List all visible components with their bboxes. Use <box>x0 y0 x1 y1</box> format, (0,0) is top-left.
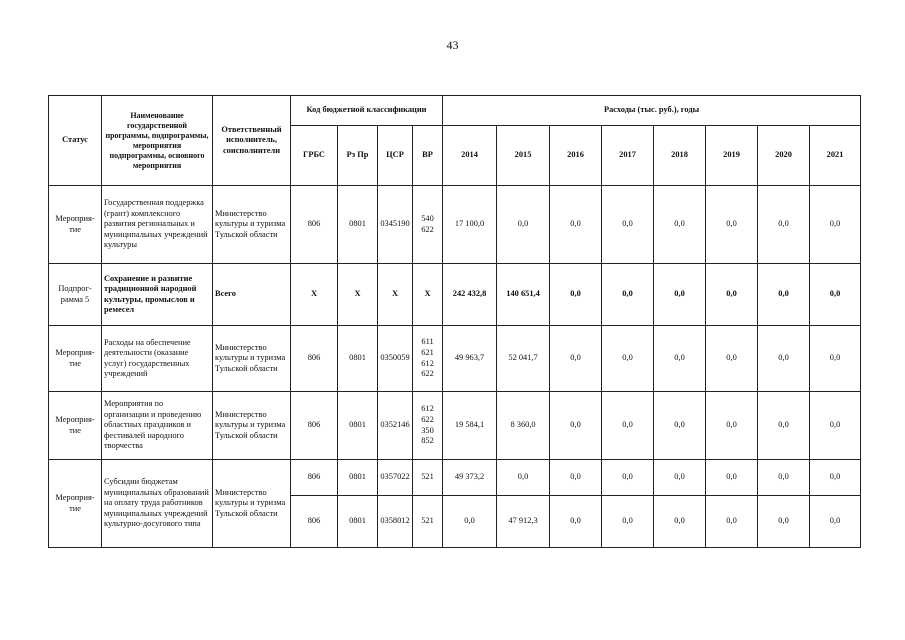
row-csr: 0352146 <box>378 392 413 460</box>
row-value: 0,0 <box>602 264 654 326</box>
row-rzpr: 0801 <box>338 496 378 548</box>
row-value: 17 100,0 <box>443 186 497 264</box>
row-csr: 0350059 <box>378 326 413 392</box>
row-name: Субсидии бюджетам муниципальных образований на оплату труда работников муниципальных учреждений культурно-досугового типа <box>102 460 213 548</box>
header-status: Статус <box>49 96 102 186</box>
row-name: Расходы на обеспечение деятельности (оказание услуг) государственных учреждений <box>102 326 213 392</box>
row-rzpr: 0801 <box>338 460 378 496</box>
row-status: Мероприя-тие <box>49 392 102 460</box>
row-value: 0,0 <box>758 326 810 392</box>
header-rzpr: Рз Пр <box>338 126 378 186</box>
header-year: 2019 <box>706 126 758 186</box>
header-year: 2015 <box>497 126 550 186</box>
row-vr: Х <box>413 264 443 326</box>
header-budget-code: Код бюджетной классификации <box>291 96 443 126</box>
row-value: 0,0 <box>654 392 706 460</box>
row-rzpr: Х <box>338 264 378 326</box>
row-value: 0,0 <box>550 326 602 392</box>
row-name: Сохранение и развитие традиционной народной культуры, промыслов и ремесел <box>102 264 213 326</box>
header-vr: ВР <box>413 126 443 186</box>
table-row <box>49 186 861 264</box>
page-number: 43 <box>446 38 459 52</box>
row-value: 0,0 <box>758 392 810 460</box>
header-year: 2021 <box>810 126 861 186</box>
row-value: 0,0 <box>497 186 550 264</box>
row-grbs: 806 <box>291 326 338 392</box>
row-responsible: Министерство культуры и туризма Тульской области <box>213 460 291 548</box>
row-value: 49 963,7 <box>443 326 497 392</box>
row-value: 0,0 <box>706 496 758 548</box>
table-row <box>49 264 861 326</box>
row-value: 0,0 <box>810 496 861 548</box>
table-row <box>49 460 861 496</box>
row-value: 19 584,1 <box>443 392 497 460</box>
row-name: Мероприятия по организации и проведению областных праздников и фестивалей народного творчества <box>102 392 213 460</box>
row-status: Мероприя-тие <box>49 186 102 264</box>
header-year: 2018 <box>654 126 706 186</box>
row-vr: 611 621 612 622 <box>413 326 443 392</box>
row-value: 0,0 <box>810 186 861 264</box>
row-csr: 0345190 <box>378 186 413 264</box>
header-year: 2014 <box>443 126 497 186</box>
row-responsible: Всего <box>213 264 291 326</box>
row-status: Мероприя-тие <box>49 460 102 548</box>
row-rzpr: 0801 <box>338 392 378 460</box>
row-grbs: 806 <box>291 186 338 264</box>
row-value: 0,0 <box>758 264 810 326</box>
row-value: 0,0 <box>602 496 654 548</box>
table-row <box>49 392 861 460</box>
row-value: 0,0 <box>654 326 706 392</box>
row-vr: 521 <box>413 460 443 496</box>
row-status: Подпрог-рамма 5 <box>49 264 102 326</box>
row-grbs: 806 <box>291 392 338 460</box>
row-value: 0,0 <box>706 326 758 392</box>
header-year: 2016 <box>550 126 602 186</box>
row-value: 0,0 <box>550 264 602 326</box>
row-value: 0,0 <box>810 460 861 496</box>
row-value: 0,0 <box>706 392 758 460</box>
row-csr: 0357022 <box>378 460 413 496</box>
row-value: 0,0 <box>758 460 810 496</box>
header-csr: ЦСР <box>378 126 413 186</box>
header-responsible: Ответственный исполнитель, соисполнители <box>213 96 291 186</box>
row-value: 0,0 <box>810 264 861 326</box>
header-name: Наименование государственной программы, подпрограммы, мероприятия подпрограммы, основного мероприятия <box>102 96 213 186</box>
row-value: 0,0 <box>654 496 706 548</box>
row-responsible: Министерство культуры и туризма Тульской области <box>213 392 291 460</box>
row-value: 0,0 <box>550 496 602 548</box>
row-value: 242 432,8 <box>443 264 497 326</box>
header-grbs: ГРБС <box>291 126 338 186</box>
table-row <box>49 326 861 392</box>
row-value: 0,0 <box>706 186 758 264</box>
row-value: 0,0 <box>758 496 810 548</box>
row-status: Мероприя-тие <box>49 326 102 392</box>
row-value: 0,0 <box>497 460 550 496</box>
row-value: 0,0 <box>602 186 654 264</box>
row-rzpr: 0801 <box>338 326 378 392</box>
row-value: 0,0 <box>602 392 654 460</box>
row-value: 0,0 <box>706 460 758 496</box>
row-value: 0,0 <box>810 392 861 460</box>
row-grbs: Х <box>291 264 338 326</box>
row-value: 52 041,7 <box>497 326 550 392</box>
budget-table <box>48 95 861 548</box>
row-value: 0,0 <box>810 326 861 392</box>
row-value: 49 373,2 <box>443 460 497 496</box>
row-vr: 612 622 350 852 <box>413 392 443 460</box>
row-responsible: Министерство культуры и туризма Тульской области <box>213 186 291 264</box>
row-value: 0,0 <box>706 264 758 326</box>
row-value: 0,0 <box>550 186 602 264</box>
row-value: 8 360,0 <box>497 392 550 460</box>
row-value: 0,0 <box>550 460 602 496</box>
header-expenses: Расходы (тыс. руб.), годы <box>443 96 861 126</box>
row-grbs: 806 <box>291 460 338 496</box>
header-year: 2020 <box>758 126 810 186</box>
row-value: 0,0 <box>602 460 654 496</box>
row-grbs: 806 <box>291 496 338 548</box>
row-value: 47 912,3 <box>497 496 550 548</box>
row-csr: Х <box>378 264 413 326</box>
row-value: 0,0 <box>602 326 654 392</box>
row-value: 140 651,4 <box>497 264 550 326</box>
row-value: 0,0 <box>758 186 810 264</box>
row-csr: 0358012 <box>378 496 413 548</box>
row-name: Государственная поддержка (грант) комплексного развития региональных и муниципальных учреждений культуры <box>102 186 213 264</box>
row-value: 0,0 <box>550 392 602 460</box>
row-value: 0,0 <box>443 496 497 548</box>
row-rzpr: 0801 <box>338 186 378 264</box>
row-vr: 521 <box>413 496 443 548</box>
row-value: 0,0 <box>654 264 706 326</box>
row-responsible: Министерство культуры и туризма Тульской области <box>213 326 291 392</box>
row-vr: 540 622 <box>413 186 443 264</box>
row-value: 0,0 <box>654 186 706 264</box>
header-year: 2017 <box>602 126 654 186</box>
row-value: 0,0 <box>654 460 706 496</box>
